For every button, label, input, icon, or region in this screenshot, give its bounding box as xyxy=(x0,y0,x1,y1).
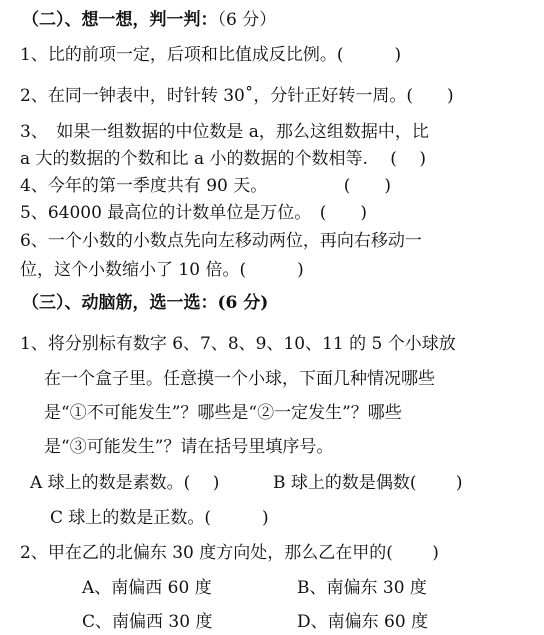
section-2-heading xyxy=(22,9,276,31)
choice-q2-option-d: D、南偏东 60 度 xyxy=(297,612,429,632)
judge-item-6-line-1: 6、一个小数的小数点先向左移动两位，再向右移动一 xyxy=(20,231,422,251)
choice-q1-line-3: 是“①不可能发生”？哪些是“②一定发生”？哪些 xyxy=(44,403,402,423)
section-2-score: （6 分） xyxy=(217,10,277,30)
judge-item-2: 2、在同一钟表中，时针转 30˚，分针正好转一周。( ) xyxy=(20,86,454,106)
section-3-heading: （三）、动脑筋，选一选：(6 分) xyxy=(22,293,269,313)
choice-q2-option-c: C、南偏西 30 度 xyxy=(82,612,213,632)
choice-q2-option-a: A、南偏西 60 度 xyxy=(82,578,212,598)
choice-q1-option-a: A 球上的数是素数。( ) xyxy=(30,473,220,493)
judge-item-5: 5、64000 最高位的计数单位是万位。 ( ) xyxy=(20,203,368,223)
choice-q2-option-b: B、南偏东 30 度 xyxy=(297,578,427,598)
judge-item-3-line-1: 3、 如果一组数据的中位数是 a，那么这组数据中，比 xyxy=(20,122,429,142)
choice-q1-line-4: 是“③可能发生”？请在括号里填序号。 xyxy=(44,437,334,457)
judge-item-1: 1、比的前项一定，后项和比值成反比例。( ) xyxy=(20,45,402,65)
choice-q1-option-b: B 球上的数是偶数( ) xyxy=(273,473,463,493)
section-2-title: （二）、想一想，判一判： xyxy=(22,10,218,30)
judge-item-3-line-2: a 大的数据的个数和比 a 小的数据的个数相等. ( ) xyxy=(20,149,426,169)
judge-item-6-line-2: 位，这个小数缩小了 10 倍。( ) xyxy=(20,260,304,280)
choice-q1-line-2: 在一个盒子里。任意摸一个小球，下面几种情况哪些 xyxy=(44,369,435,389)
choice-q2-stem: 2、甲在乙的北偏东 30 度方向处，那么乙在甲的( ) xyxy=(20,543,439,563)
choice-q1-line-1: 1、将分别标有数字 6、7、8、9、10、11 的 5 个小球放 xyxy=(20,334,456,354)
choice-q1-option-c: C 球上的数是正数。( ) xyxy=(50,508,269,528)
judge-item-4: 4、今年的第一季度共有 90 天。 ( ) xyxy=(20,176,392,196)
